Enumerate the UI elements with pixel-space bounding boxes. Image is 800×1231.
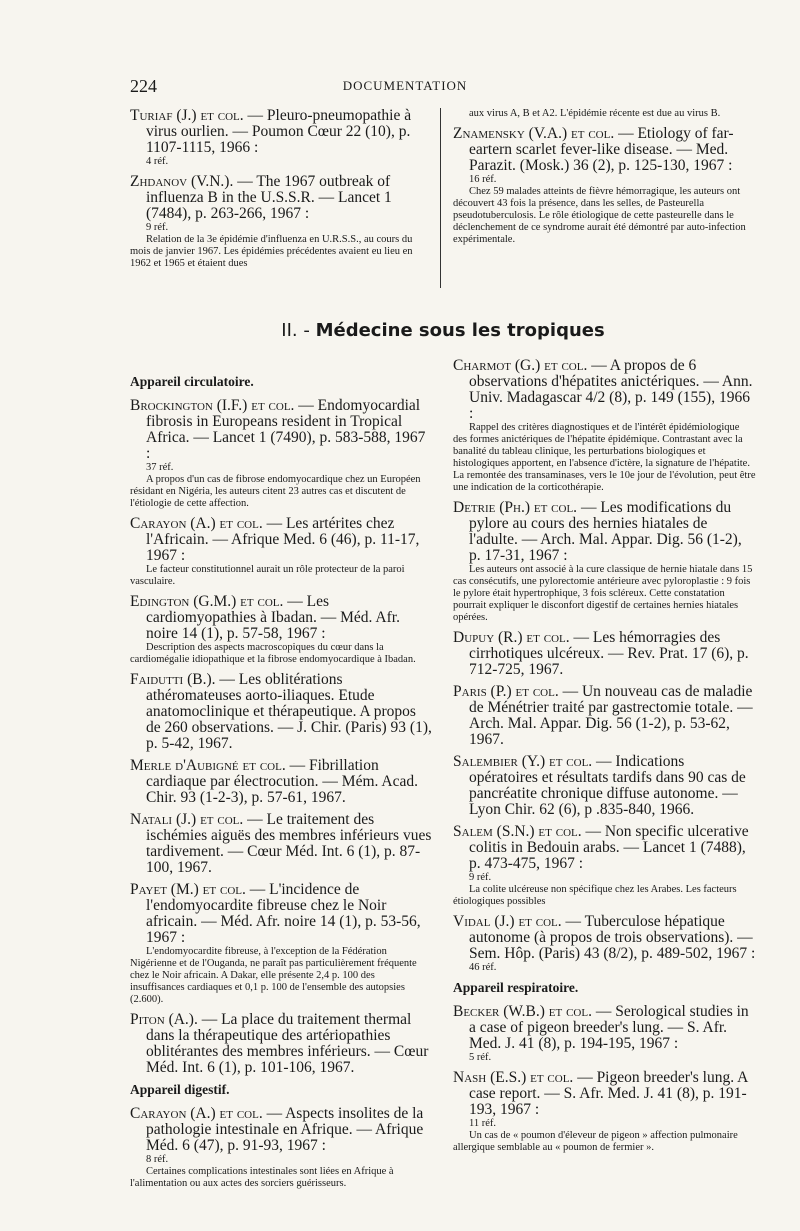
reference-count: 9 réf. xyxy=(146,222,169,233)
citation xyxy=(453,1070,756,1118)
citation-text: — Etiology of far-eartern scarlet fever-like disease. — Med. Parazit. (Mosk.) 36 (2), p. 125-130, 1967 : xyxy=(469,125,734,174)
citation-text: — Les cardiomyopathies à Ibadan. — Méd. Afr. noire 14 (1), p. 57-58, 1967 : xyxy=(146,593,400,642)
citation-text: — Aspects insolites de la pathologie intestinale en Afrique. — Afrique Méd. 6 (47), p. 91-93, 1967 : xyxy=(146,1105,424,1154)
subsection-heading: Appareil circulatoire. xyxy=(130,374,254,389)
bibliography-entry xyxy=(453,754,756,818)
citation-author: Payet (M.) et col. xyxy=(130,881,246,898)
citation-text: — A propos de 6 observations d'hépatites anictériques. — Ann. Univ. Madagascar 4/2 (8), p. 149 (155), 1966 : xyxy=(469,357,753,422)
citation xyxy=(453,358,756,422)
citation-text: — Les hémorragies des cirrhotiques ulcéreux. — Rev. Prat. 17 (6), p. 712-725, 1967. xyxy=(469,629,749,678)
bibliography-entry xyxy=(130,398,432,510)
page-header xyxy=(130,76,680,96)
citation-text: — Les modifications du pylore au cours des hernies hiatales de l'adulte. — Arch. Mal. Appar. Dig. 56 (1-2), p. 17-31, 1967 : xyxy=(469,499,742,564)
bibliography-entry xyxy=(130,758,432,806)
bibliography-entry xyxy=(453,824,756,908)
reference-count: 4 réf. xyxy=(146,156,169,167)
citation xyxy=(453,126,756,174)
bibliography-entry xyxy=(130,108,430,168)
abstract-note: Certaines complications intestinales sont liées en Afrique à l'alimentation ou aux actes des sorciers guérisseurs. xyxy=(130,1166,394,1189)
section-heading: Médecine sous les tropiques xyxy=(315,320,605,341)
abstract-note: L'endomyocardite fibreuse, à l'exception de la Fédération Nigérienne et de l'Ouganda, ne paraît pas particulièrement fréquente chez le Noir africain. A Dakar, elle présente 2,4 p. 100 des insuffisances cardiaques et 0,1 p. 100 de l'ensemble des autopsies (2.600). xyxy=(130,946,417,1005)
citation xyxy=(130,398,432,462)
citation-author: Carayon (A.) et col. xyxy=(130,515,263,532)
citation-author: Znamensky (V.A.) et col. xyxy=(453,125,615,142)
bibliography-entry xyxy=(130,594,432,666)
citation xyxy=(453,630,756,678)
reference-count: 46 réf. xyxy=(469,962,497,973)
citation xyxy=(130,1012,432,1076)
citation xyxy=(453,684,756,748)
citation-author: Nash (E.S.) et col. xyxy=(453,1069,574,1086)
citation-text: — Les artérites chez l'Africain. — Afrique Med. 6 (46), p. 11-17, 1967 : xyxy=(146,515,420,564)
citation-text: — Les oblitérations athéromateuses aorto-iliaques. Etude anatomoclinique et thérapeutique. A propos de 260 observations. — J. Chir. (Paris) 93 (1), p. 5-42, 1967. xyxy=(146,671,432,752)
reference-count: 5 réf. xyxy=(469,1052,492,1063)
citation-text: — Tuberculose hépatique autonome (à propos de trois observations). — Sem. Hôp. (Paris) 43 (8/2), p. 489-502, 1967 : xyxy=(469,913,756,962)
bibliography-entry xyxy=(130,812,432,876)
subsection-heading: Appareil respiratoire. xyxy=(453,980,579,995)
citation-text: — L'incidence de l'endomyocardite fibreuse chez le Noir africain. — Méd. Afr. noire 14 (1), p. 53-56, 1967 : xyxy=(146,881,421,946)
running-head: DOCUMENTATION xyxy=(342,78,468,93)
citation-text: — Un nouveau cas de maladie de Ménétrier traité par gastrectomie totale. — Arch. Mal. Appar. Dig. 56 (1-2), p. 53-62, 1967. xyxy=(469,683,753,748)
bibliography-entry xyxy=(130,672,432,752)
section-number: II. - xyxy=(281,320,310,341)
reference-count: 16 réf. xyxy=(469,174,497,185)
citation-text: — Endomyocardial fibrosis in Europeans resident in Tropical Africa. — Lancet 1 (7490), p. 583-588, 1967 : xyxy=(146,397,426,462)
section-title xyxy=(130,320,756,341)
citation-text: — Pleuro-pneumopathie à virus ourlien. — Poumon Cœur 22 (10), p. 1107-1115, 1966 : xyxy=(146,107,412,156)
top-left-column xyxy=(130,108,430,276)
bibliography-entry xyxy=(453,914,756,974)
bottom-right-column xyxy=(453,358,756,1160)
citation-author: Piton (A.). xyxy=(130,1011,198,1028)
citation xyxy=(453,914,756,962)
citation-author: Salem (S.N.) et col. xyxy=(453,823,582,840)
citation-author: Dupuy (R.) et col. xyxy=(453,629,570,646)
citation-text: — Fibrillation cardiaque par électrocution. — Mém. Acad. Chir. 93 (1-2-3), p. 57-61, 1967. xyxy=(146,757,418,806)
citation xyxy=(130,1106,432,1154)
abstract-note: Rappel des critères diagnostiques et de l'intérêt épidémiologique des formes anictériques de l'hépatite épidémique. Contrastant avec la banalité du tableau clinique, les perturbations biologiques et histologiques apportent, en l'absence d'ictère, la signature de l'hépatite. La remontée des transaminases, vers le 10e jour de l'évolution, peut être une indication de la corticothérapie. xyxy=(453,422,756,493)
citation xyxy=(130,758,432,806)
citation-text: — Pigeon breeder's lung. A case report. — S. Afr. Med. J. 41 (8), p. 191-193, 1967 : xyxy=(469,1069,748,1118)
abstract-note: Description des aspects macroscopiques du cœur dans la cardiomégalie idiopathique et la fibrose endomyocardique à Ibadan. xyxy=(130,642,416,665)
citation xyxy=(130,174,430,222)
citation-text: — The 1967 outbreak of influenza B in the U.S.S.R. — Lancet 1 (7484), p. 263-266, 1967 : xyxy=(146,173,392,222)
citation-author: Detrie (Ph.) et col. xyxy=(453,499,578,516)
abstract-note: Relation de la 3e épidémie d'influenza en U.R.S.S., au cours du mois de janvier 1967. Les épidémies précédentes avaient eu lieu en 1962 et 1965 et étaient dues xyxy=(130,234,413,269)
citation xyxy=(130,812,432,876)
subsection-heading: Appareil digestif. xyxy=(130,1082,230,1097)
bibliography-entry xyxy=(453,630,756,678)
bibliography-entry xyxy=(453,1004,756,1064)
top-right-column xyxy=(453,108,756,252)
citation-author: Paris (P.) et col. xyxy=(453,683,559,700)
abstract-note: A propos d'un cas de fibrose endomyocardique chez un Européen résidant en Nigéria, les auteurs citent 23 autres cas et discutent de l'étiologie de cette affection. xyxy=(130,474,421,509)
bibliography-entry xyxy=(130,1106,432,1190)
citation xyxy=(453,500,756,564)
bibliography-entry xyxy=(130,882,432,1006)
reference-count: 37 réf. xyxy=(146,462,174,473)
citation-author: Salembier (Y.) et col. xyxy=(453,753,593,770)
citation-author: Becker (W.B.) et col. xyxy=(453,1003,592,1020)
citation-text: — Non specific ulcerative colitis in Bedouin arabs. — Lancet 1 (7488), p. 473-475, 1967 : xyxy=(469,823,749,872)
citation xyxy=(130,882,432,946)
citation-author: Merle d'Aubigné et col. xyxy=(130,757,286,774)
citation-text: — Indications opératoires et résultats tardifs dans 90 cas de pancréatite chronique diffuse autonome. — Lyon Chir. 62 (6), p .835-840, 1966. xyxy=(469,753,746,818)
abstract-note: aux virus A, B et A2. L'épidémie récente est due au virus B. xyxy=(469,108,721,119)
bibliography-entry xyxy=(453,126,756,246)
reference-count: 8 réf. xyxy=(146,1154,169,1165)
page-number: 224 xyxy=(130,76,157,96)
citation-author: Carayon (A.) et col. xyxy=(130,1105,263,1122)
bibliography-entry xyxy=(453,358,756,494)
citation-author: Faidutti (B.). xyxy=(130,671,216,688)
bibliography-entry xyxy=(453,684,756,748)
citation-author: Brockington (I.F.) et col. xyxy=(130,397,295,414)
reference-count: 11 réf. xyxy=(469,1118,497,1129)
bibliography-entry xyxy=(453,108,756,120)
citation xyxy=(130,516,432,564)
reference-count: 9 réf. xyxy=(469,872,492,883)
bibliography-entry xyxy=(130,516,432,588)
citation xyxy=(453,754,756,818)
bibliography-entry xyxy=(453,500,756,624)
citation xyxy=(130,594,432,642)
bibliography-entry xyxy=(130,174,430,270)
citation-text: — Serological studies in a case of pigeon breeder's lung. — S. Afr. Med. J. 41 (8), p. 194-195, 1967 : xyxy=(469,1003,749,1052)
citation-text: — La place du traitement thermal dans la thérapeutique des artériopathies oblitérantes des membres inférieurs. — Cœur Méd. Int. 6 (1), p. 101-106, 1967. xyxy=(146,1011,429,1076)
abstract-note: Chez 59 malades atteints de fièvre hémorragique, les auteurs ont découvert 43 fois la présence, dans les selles, de Pasteurella pseudotuberculosis. Le rôle étiologique de cette pasteurelle dans le déclenchement de ce syndrome aurait été démontré par auto-infection expérimentale. xyxy=(453,186,746,245)
citation-text: — Le traitement des ischémies aiguës des membres inférieurs vues tardivement. — Cœur Méd. Int. 6 (1), p. 87-100, 1967. xyxy=(146,811,432,876)
citation-author: Zhdanov (V.N.). xyxy=(130,173,234,190)
abstract-note: Un cas de « poumon d'éleveur de pigeon » affection pulmonaire allergique semblable au « poumon de fermier ». xyxy=(453,1130,738,1153)
bottom-left-column xyxy=(130,370,432,1196)
citation xyxy=(453,824,756,872)
citation xyxy=(453,1004,756,1052)
citation-author: Turiaf (J.) et col. xyxy=(130,107,244,124)
citation-author: Vidal (J.) et col. xyxy=(453,913,562,930)
citation xyxy=(130,672,432,752)
column-divider xyxy=(440,108,441,288)
citation-author: Charmot (G.) et col. xyxy=(453,357,588,374)
citation xyxy=(130,108,430,156)
abstract-note: Les auteurs ont associé à la cure classique de hernie hiatale dans 15 cas consécutifs, une pylorectomie antérieure avec pyloroplastie : 9 fois le pylore était hypertrophique, 3 fois scléreux. Cette constatation pourrait expliquer le disconfort digestif de certaines hernies hiatales opérées. xyxy=(453,564,753,623)
abstract-note: Le facteur constitutionnel aurait un rôle protecteur de la paroi vasculaire. xyxy=(130,564,405,587)
bibliography-entry xyxy=(453,1070,756,1154)
citation-author: Edington (G.M.) et col. xyxy=(130,593,284,610)
citation-author: Natali (J.) et col. xyxy=(130,811,244,828)
abstract-note: La colite ulcéreuse non spécifique chez les Arabes. Les facteurs étiologiques possibles xyxy=(453,884,737,907)
bibliography-entry xyxy=(130,1012,432,1076)
